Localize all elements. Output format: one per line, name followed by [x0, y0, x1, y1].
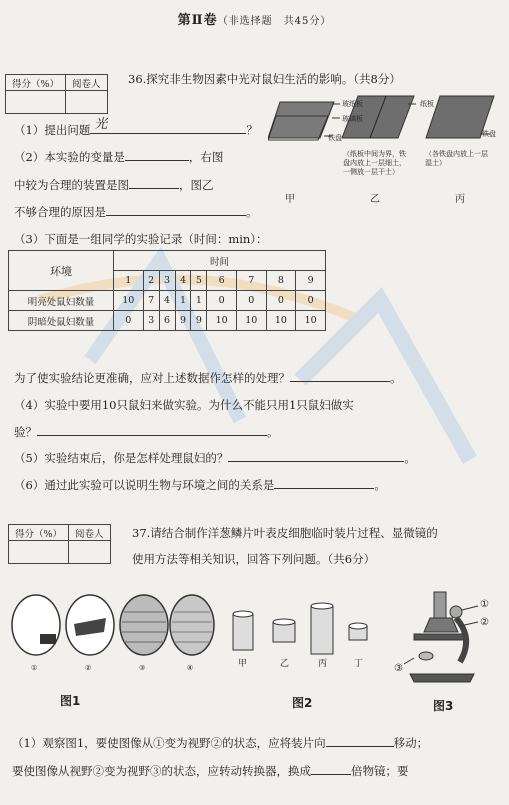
table-cell: 0 [237, 291, 267, 311]
q37-part1-line1: （1）观察图1，要使图像从①变为视野②的状态，应将装片向 移动； [12, 732, 428, 754]
note-yi: （纸板中间为界，铁盘内放上一层细土，一侧放一层干土） [343, 150, 406, 176]
field-3 [120, 595, 168, 655]
lens-ding [349, 623, 367, 640]
figure-1-fields [10, 592, 215, 674]
table-cell: 9 [175, 311, 191, 331]
score-header: 得分（%） [9, 525, 69, 541]
minute-cell: 4 [175, 271, 191, 291]
minute-cell: 5 [191, 271, 207, 291]
processing-blank[interactable] [290, 368, 390, 382]
fig1-mark-3: ③ [139, 664, 146, 672]
question-37-line2: 使用方法等相关知识，回答下列问题。（共6分） [132, 552, 376, 566]
relation-blank[interactable] [274, 475, 374, 489]
figure-blank[interactable] [129, 175, 179, 189]
label-tray: 铁盘 [328, 134, 342, 142]
q37-part1-line2: 要使图像从视野②变为视野③的状态，应转动转换器，换成 倍物镜；要 [12, 760, 409, 782]
handling-blank[interactable] [228, 448, 404, 462]
field-1 [12, 595, 60, 655]
score-header: 得分（%） [6, 75, 66, 91]
scope-mark-3: ③ [394, 663, 403, 674]
table-cell: 1 [191, 291, 207, 311]
lens-label-ding: 丁 [354, 659, 364, 669]
reason-blank-2[interactable] [37, 422, 267, 436]
apparatus-figure [268, 90, 506, 200]
lens-bing [311, 603, 333, 654]
score-box-36 [5, 74, 108, 114]
variable-blank[interactable] [125, 147, 189, 161]
label-cover: 玻纸板 [342, 100, 363, 108]
grader-header: 阅卷人 [69, 525, 111, 541]
table-cell: 10 [237, 311, 267, 331]
table-cell: 3 [143, 311, 159, 331]
field-2 [66, 595, 114, 655]
figure-3-microscope [400, 588, 490, 688]
table-cell: 6 [159, 311, 175, 331]
table-cell: 1 [175, 291, 191, 311]
note-bing: （各铁盘内放上一层湿土） [425, 150, 488, 167]
table-row [9, 291, 326, 311]
table-cell: 0 [114, 311, 144, 331]
q36-part2-line2: 中较为合理的装置是图 ，图乙 [14, 174, 214, 196]
table-cell: 0 [296, 291, 326, 311]
minute-cell: 8 [266, 271, 296, 291]
minute-cell: 7 [237, 271, 267, 291]
q36-part2-line1: （2）本实验的变量是 ，右图 [14, 146, 223, 168]
apparatus-jia [268, 102, 334, 140]
minute-cell: 3 [159, 271, 175, 291]
fig1-mark-4: ④ [187, 664, 194, 672]
record-table [8, 250, 326, 331]
minute-cell: 1 [114, 271, 144, 291]
scope-mark-2: ② [480, 617, 489, 628]
label-glass: 玻璃板 [342, 115, 363, 123]
row-label: 明亮处鼠妇数量 [9, 291, 114, 311]
fig1-mark-1: ① [31, 664, 38, 672]
q36-part4-line2: 验？ 。 [14, 421, 279, 443]
label-bing: 丙 [455, 194, 465, 205]
fig1-mark-2: ② [85, 664, 92, 672]
grader-header: 阅卷人 [66, 75, 108, 91]
q36-part2-line3: 不够合理的原因是 。 [14, 201, 258, 223]
row-label: 阴暗处鼠妇数量 [9, 311, 114, 331]
time-header: 时间 [114, 251, 326, 271]
direction-blank[interactable] [326, 733, 394, 747]
minute-cell: 2 [143, 271, 159, 291]
section-title: 第Ⅱ卷（非选择题 共45分） [177, 13, 332, 28]
question-36-title: 36.探究非生物因素中光对鼠妇生活的影响。（共8分） [128, 72, 401, 86]
handwritten-answer: 光 [94, 117, 108, 132]
magnification-blank[interactable] [311, 761, 351, 775]
label-jia: 甲 [285, 194, 295, 205]
table-cell: 0 [207, 291, 237, 311]
q36-part5: （5）实验结束后，你是怎样处理鼠妇的？ 。 [14, 447, 416, 469]
lens-yi [273, 619, 295, 642]
label-yi: 乙 [370, 194, 380, 205]
minute-cell: 9 [296, 271, 326, 291]
q36-part3: （3）下面是一组同学的实验记录（时间：min）： [14, 232, 268, 246]
reason-blank[interactable] [106, 202, 246, 216]
table-cell: 9 [191, 311, 207, 331]
scope-mark-1: ① [480, 599, 489, 610]
label-tray-2: 铁盘 [482, 130, 496, 138]
table-row [9, 311, 326, 331]
q36-part6: （6）通过此实验可以说明生物与环境之间的关系是 。 [14, 474, 386, 496]
question-37-line1: 37.请结合制作洋葱鳞片叶表皮细胞临时装片过程、显微镜的 [132, 526, 438, 540]
figure-3-label: 图3 [433, 699, 454, 713]
env-header: 环境 [9, 251, 114, 291]
lens-jia [233, 611, 253, 650]
table-cell: 10 [266, 311, 296, 331]
field-4 [170, 595, 214, 655]
figure-1-label: 图1 [60, 694, 81, 708]
table-cell: 7 [143, 291, 159, 311]
q36-part1: （1）提出问题 光 ？ [14, 119, 258, 141]
lens-label-jia: 甲 [238, 659, 248, 669]
table-cell: 4 [159, 291, 175, 311]
score-box-37 [8, 524, 111, 564]
table-cell: 10 [207, 311, 237, 331]
table-cell: 10 [296, 311, 326, 331]
q36-part3-followup: 为了使实验结论更准确，应对上述数据作怎样的处理？ 。 [14, 367, 402, 389]
label-board: 纸板 [420, 100, 434, 108]
lens-label-bing: 丙 [318, 659, 328, 669]
lens-label-yi: 乙 [280, 659, 290, 669]
table-cell: 10 [114, 291, 144, 311]
q36-part4-line1: （4）实验中要用10只鼠妇来做实验。为什么不能只用1只鼠妇做实 [14, 398, 354, 412]
table-cell: 0 [266, 291, 296, 311]
minute-cell: 6 [207, 271, 237, 291]
figure-2-label: 图2 [292, 696, 313, 710]
